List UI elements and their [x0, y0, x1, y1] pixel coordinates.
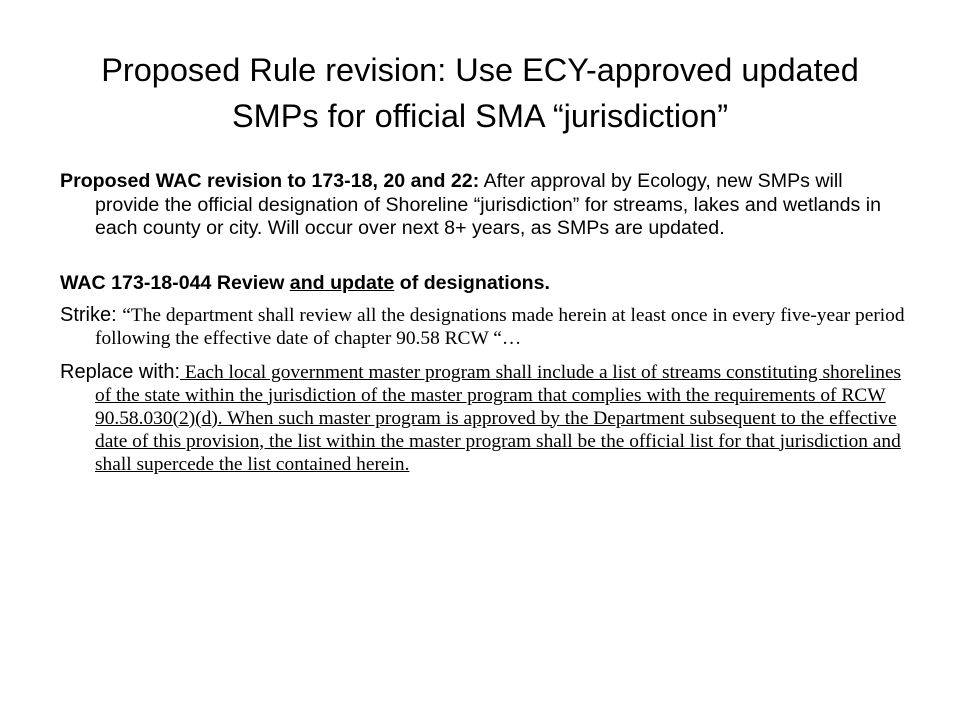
proposal-lead: Proposed WAC revision to 173-18, 20 and 22:: [60, 170, 480, 192]
wac-heading-suffix: of designations.: [394, 271, 550, 294]
wac-heading-prefix: WAC 173-18-044 Review: [60, 271, 290, 294]
wac-heading: [60, 271, 910, 295]
proposal-paragraph: [60, 170, 910, 241]
wac-heading-underlined: and update: [289, 271, 395, 294]
replace-paragraph: [60, 361, 910, 476]
slide-title: Proposed Rule revision: Use ECY-approved updated SMPs for official SMA “jurisdiction”: [101, 52, 859, 134]
replace-text: Each local government master program shall include a list of streams constituting shorelines of the state within the jurisdiction of the master program that complies with the requirements of RCW 90.58.030(2)(d). When such master program is approved by the Department subsequent to the effective date of this provision, the list within the master program shall be the official list for that jurisdiction and shall supercede the list contained herein.: [95, 361, 902, 475]
strike-paragraph: [60, 304, 910, 350]
strike-quote: “The department shall review all the designations made herein at least once in every five-year period following the effective date of chapter 90.58 RCW “…: [95, 304, 905, 349]
slide-body: [60, 170, 910, 476]
replace-label: Replace with:: [60, 360, 181, 383]
proposal-text: After approval by Ecology, new SMPs will provide the official designation of Shoreline “jurisdiction” for streams, lakes and wetlands in each county or city. Will occur over next 8+ years, as SMPs are updated.: [95, 170, 881, 239]
strike-label: Strike:: [60, 303, 123, 326]
